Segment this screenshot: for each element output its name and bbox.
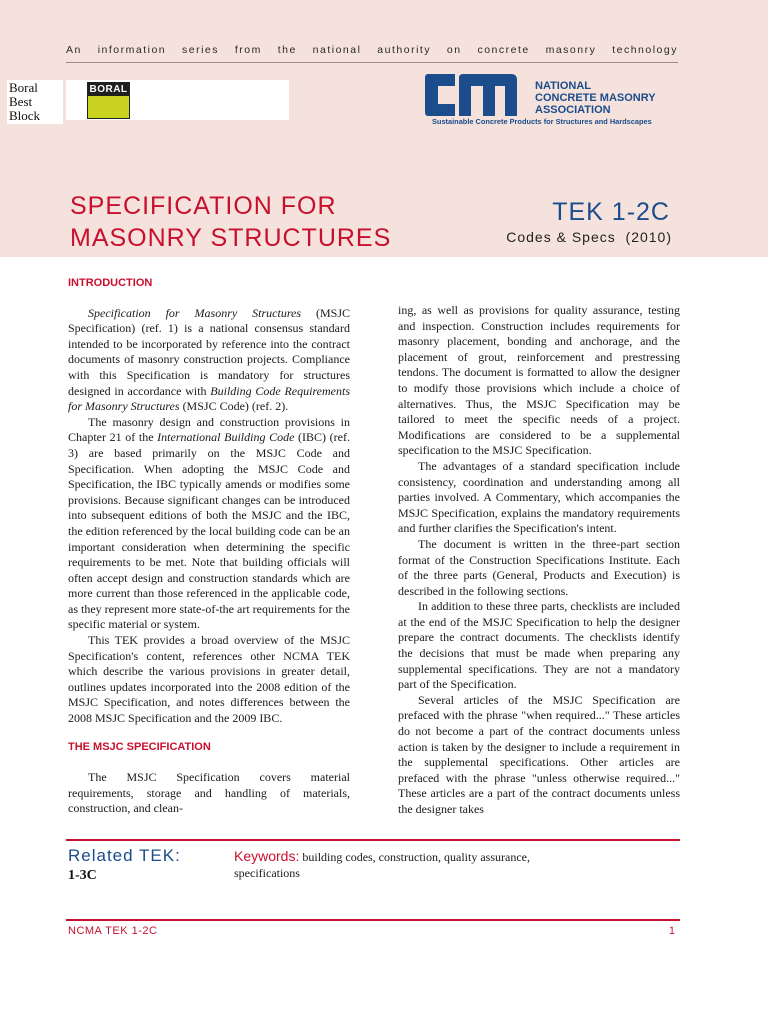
footer-document-id: NCMA TEK 1-2C — [68, 925, 158, 937]
boral-logo-text: BORAL — [89, 84, 128, 95]
paragraph: Several articles of the MSJC Specification are prefaced with the phrase "when required..." These articles do not become a part of the contract documents unless action is taken by the designer to include a requirement in the supplemental specifications. Other articles are prefaced with the phrase "unless otherwise required..." These articles are a part of the contract documents unless the designer takes — [398, 692, 680, 816]
section-heading-msjc-specification: THE MSJC SPECIFICATION — [68, 740, 211, 753]
paragraph: The advantages of a standard specification include consistency, coordination and understanding among all parties involved. A Commentary, which accompanies the MSJC Specification, explains the mandatory requirements and further clarifies the Specification's intent. — [398, 458, 680, 536]
boral-text-line: Best — [9, 94, 33, 109]
paragraph: The MSJC Specification covers material requirements, storage and handling of materials, construction, and clean- — [68, 770, 350, 816]
ncma-logo-icon — [425, 72, 517, 118]
category-label: Codes & Specs — [506, 229, 616, 245]
title-reference: International Building Code — [157, 430, 295, 445]
tek-number: TEK 1-2C — [552, 198, 670, 226]
ncma-tagline: Sustainable Concrete Products for Structures and Hardscapes — [432, 117, 652, 126]
ncma-name-line: CONCRETE MASONRY — [535, 92, 656, 104]
related-divider — [66, 839, 680, 841]
boral-text-line: Block — [9, 108, 41, 123]
boral-text-line: Boral — [9, 80, 38, 95]
keywords-label: Keywords: — [234, 848, 300, 864]
paragraph: This TEK provides a broad overview of the MSJC Specification's content, references other NCMA TEK which describe the various provisions in greater detail, outlines updates incorporated into the 2008 edition of the MSJC Specification, and notes differences between the 2008 MSJC Specification and the 2009 IBC. — [68, 633, 350, 726]
page-number: 1 — [668, 925, 675, 937]
title-reference: Specification for Masonry Structures — [88, 305, 302, 320]
series-tagline: An information series from the national authority on concrete masonry technology — [66, 44, 678, 56]
year-label: (2010) — [625, 229, 672, 245]
page-title-line: SPECIFICATION FOR — [70, 192, 337, 220]
section-heading-introduction: INTRODUCTION — [68, 277, 153, 289]
paragraph-text: (IBC) (ref. 3) are based primarily on the MSJC Code and Specification. When adopting the MSJC Code and Specification, the IBC typically amends or modifies some provisions. Because significant changes can be introduced into subsequent editions of both the MSJC and the IBC, the edition referenced by the local building code can be an important consideration when determining the specific requirements to be met. Note that building officials will often accept design and construction standards which are more current than those referenced in the applicable code, as they represent more state-of-the art requirements for the specific material or system. — [68, 430, 350, 632]
paragraph-text: (MSJC Code) (ref. 2). — [179, 399, 289, 414]
paragraph — [68, 415, 350, 633]
right-column — [398, 303, 680, 818]
boral-logo — [87, 82, 130, 119]
left-column — [68, 276, 350, 817]
paragraph: In addition to these three parts, checklists are included at the end of the MSJC Specification to help the designer prepare the contract documents. The checklists identify the decisions that must be made when preparing any supplemental specifications. They are not a mandatory part of the Specification. — [398, 599, 680, 692]
paragraph: ing, as well as provisions for quality assurance, testing and inspection. Construction includes requirements for masonry placement, bonding and anchorage, and the placement of grout, reinforcement and prestressing tendons. The document is formatted to allow the designer to modify those provisions which include a choice of alternatives. Thus, the MSJC Specification may be tailored to meet the specific needs of a project. Modifications are considered to be a supplemental specification to the MSJC Specification. — [398, 303, 680, 458]
related-tek-label: Related TEK: — [68, 846, 181, 865]
paragraph: The document is written in the three-part section format of the Construction Specifications Institute. Each of the three parts (General, Products and Execution) is described in the following sections. — [398, 536, 680, 598]
tagline-divider — [66, 62, 678, 63]
ncma-name-line: NATIONAL — [535, 80, 592, 92]
paragraph-text: (MSJC Specification) (ref. 1) is a national consensus standard intended to be incorporated by reference into the contract documents of masonry construction projects. Compliance with this Specification is mandatory for structures designed in accordance with — [68, 305, 351, 398]
boral-logo-block — [88, 96, 129, 118]
paragraph-text: The masonry design and construction provisions in Chapter 21 of the — [68, 414, 350, 445]
keywords — [234, 848, 594, 881]
tek-category — [506, 229, 672, 245]
boral-best-block-text — [7, 80, 63, 124]
footer-divider — [66, 919, 680, 921]
ncma-name-line: ASSOCIATION — [535, 104, 611, 116]
keywords-text: building codes, construction, quality assurance, specifications — [234, 850, 530, 880]
paragraph — [68, 306, 350, 415]
ncma-name — [535, 80, 680, 116]
page-title-line: MASONRY STRUCTURES — [70, 224, 392, 252]
page-title — [70, 190, 391, 254]
related-tek-value: 1-3C — [68, 868, 97, 883]
title-reference: Building Code Requirements for Masonry Structures — [68, 383, 351, 414]
